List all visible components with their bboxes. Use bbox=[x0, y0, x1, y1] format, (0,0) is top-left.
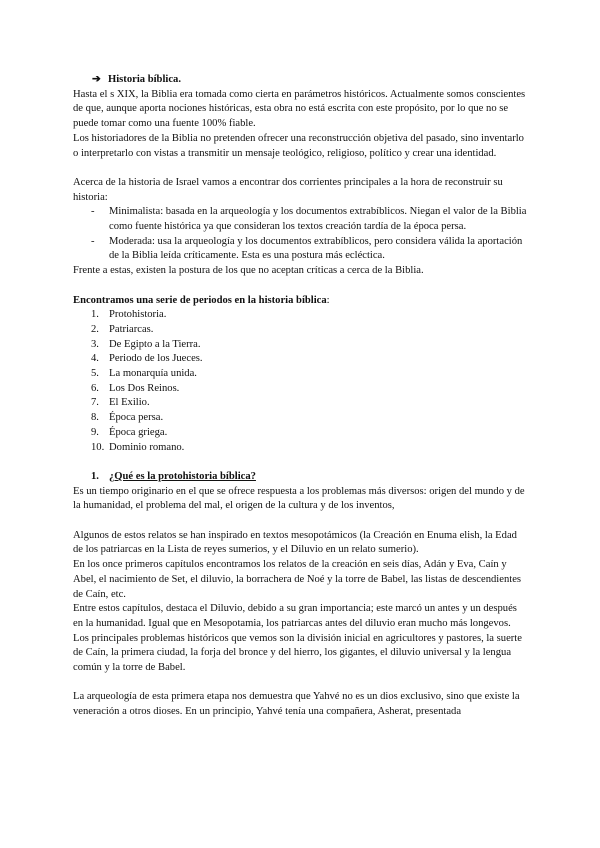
main-heading-text: Historia bíblica. bbox=[108, 74, 181, 85]
list-item: 6. Los Dos Reinos. bbox=[91, 382, 180, 394]
paragraph-opposing: Frente a estas, existen la postura de los que no aceptan críticas a cerca de la Biblia. bbox=[73, 265, 424, 277]
list-item: 10. Dominio romano. bbox=[91, 441, 185, 453]
periods-intro: Encontramos una serie de periodos en la historia bíblica: bbox=[73, 294, 330, 306]
list-item: 3. De Egipto a la Tierra. bbox=[91, 338, 201, 350]
list-item: 2. Patriarcas. bbox=[91, 323, 154, 335]
list-item: 4. Periodo de los Jueces. bbox=[91, 353, 203, 365]
list-item: 9. Época griega. bbox=[91, 426, 168, 438]
main-heading bbox=[73, 73, 529, 88]
list-item: - Moderada: usa la arqueología y los documentos extrabíblicos, pero considera válida la aportación de la Biblia leída críticamente. Esta es una postura más ecléctica. bbox=[91, 235, 523, 262]
paragraph-historians: Los historiadores de la Biblia no pretenden ofrecer una reconstrucción objetiva del pasado, sino inventarlo o interpretarlo con vistas a transmitir un mensaje teológico, religioso, político y crear una identidad. bbox=[73, 132, 524, 159]
periods-list bbox=[73, 308, 529, 455]
section-heading-protohistory: 1. ¿Qué es la protohistoria bíblica? bbox=[91, 470, 256, 482]
document-body bbox=[73, 73, 529, 720]
paragraph-mesopotamian: Algunos de estos relatos se han inspirado en textos mesopotámicos (la Creación en Enuma elish, la Edad de los patriarcas en la Lista de reyes sumerios, y el Diluvio en un relato sumerio). bbox=[73, 529, 517, 556]
list-item: 5. La monarquía unida. bbox=[91, 368, 197, 380]
paragraph-intro: Hasta el s XIX, la Biblia era tomada como cierta en parámetros históricos. Actualmente somos conscientes de que, aunque aporta nociones históricas, esta obra no está escrita con este propósito, por lo que no se puede tomar como una fuente 100% fiable. bbox=[73, 88, 526, 130]
currents-list bbox=[73, 205, 529, 264]
paragraph-origin: Es un tiempo originario en el que se ofrece respuesta a los problemas más diversos: origen del mundo y de la humanidad, el problema del mal, el origen de la cultura y de los inventos, bbox=[73, 485, 525, 512]
paragraph-flood: Entre estos capítulos, destaca el Diluvio, debido a su gran importancia; este marcó un antes y un después en la humanidad. Igual que en Mesopotamia, los patriarcas antes del diluvio eran mucho más longevos. bbox=[73, 603, 517, 629]
paragraph-chapters: En los once primeros capítulos encontramos los relatos de la creación en seis días, Adán y Eva, Caín y Abel, el nacimiento de Set, el diluvio, la borrachera de Noé y la torre de Babel, las listas de descendientes de Caín, etc. bbox=[73, 559, 522, 600]
list-item: 1. Protohistoria. bbox=[91, 309, 167, 321]
list-item: 8. Época persa. bbox=[91, 412, 164, 424]
list-item: 7. El Exilio. bbox=[91, 397, 150, 409]
list-item: - Minimalista: basada en la arqueología y los documentos extrabíblicos. Niegan el valor de la Biblia como fuente histórica ya que consideran los textos creación tardía de la época persa. bbox=[91, 206, 527, 233]
paragraph-currents: Acerca de la historia de Israel vamos a encontrar dos corrientes principales a la hora de reconstruir su historia: bbox=[73, 176, 503, 203]
paragraph-problems: Los principales problemas históricos que vemos son la división inicial en agricultores y pastores, la suerte de Caín, la primera ciudad, la forja del bronce y del hierro, los gigantes, el diluvio universal y la lengua común y la torre de Babel. bbox=[73, 632, 522, 674]
arrow-right-icon: ➔ bbox=[92, 74, 101, 85]
paragraph-archaeology: La arqueología de esta primera etapa nos demuestra que Yahvé no es un dios exclusivo, sino que existe la veneración a otros dioses. En un principio, Yahvé tenía una compañera, Asherat, presentada bbox=[73, 691, 520, 718]
